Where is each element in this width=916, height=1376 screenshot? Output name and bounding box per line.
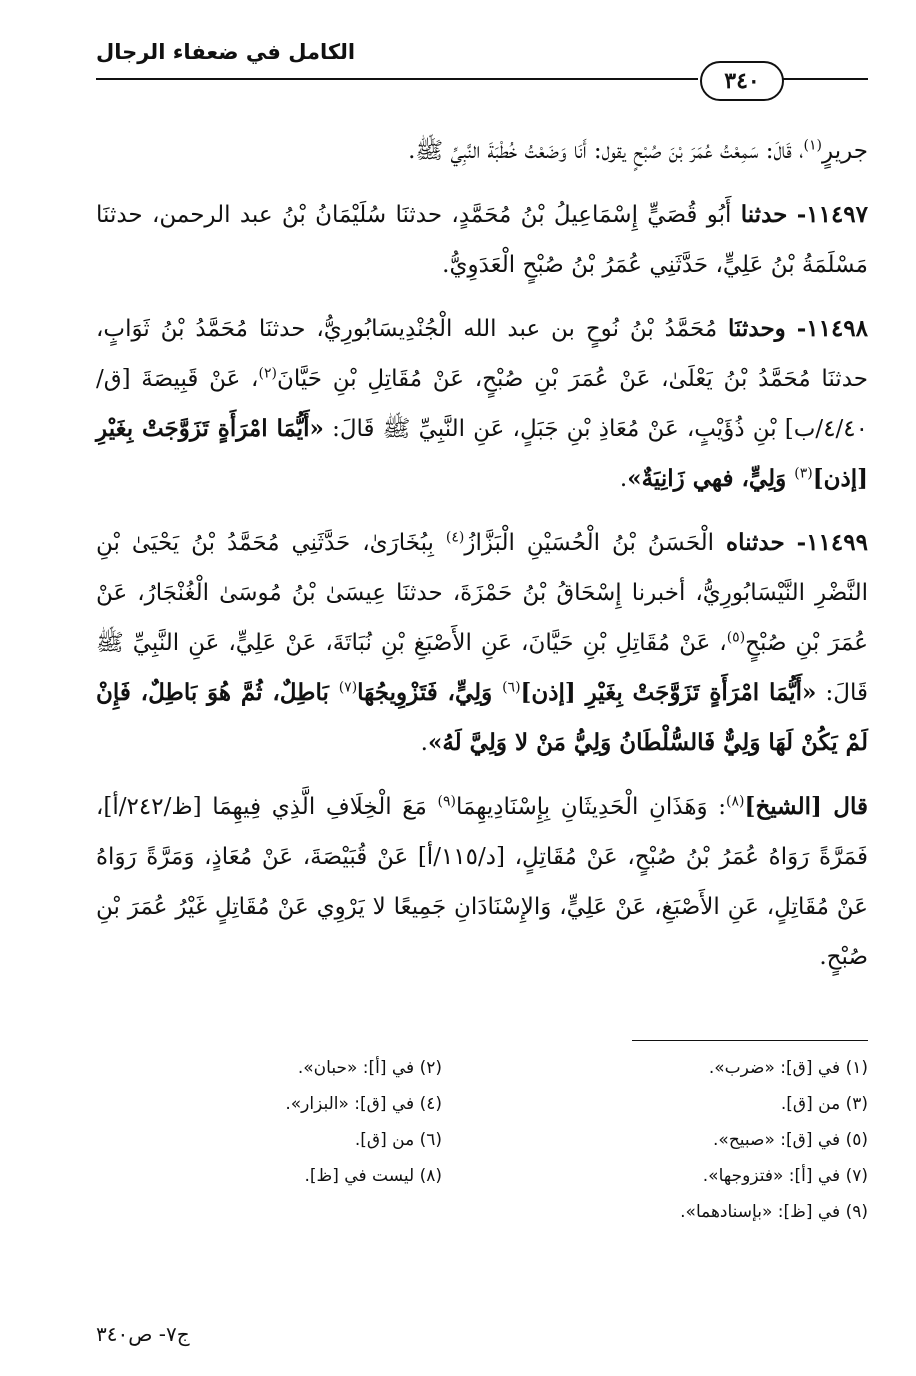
text: أَبُو قُصَيٍّ إِسْمَاعِيلُ بْنُ مُحَمَّدٍ، حدثنَا سُلَيْمَانُ بْنُ عبد الرحمن، حدثنَا مَسْلَمَةُ بْنُ عَلِيٍّ، حَدَّثَنِي عُمَرُ بْنُ صُبْحٍ الْعَدَوِيُّ. [96,202,868,278]
footnote: (١) في [ق]: «ضرب». [708,1058,868,1078]
footnote-marker: (٥) [726,629,746,646]
hadith-1497 [96,190,868,290]
hadith-quote: وَلِيٍّ، فَتَزْوِيجُهَا [357,679,503,706]
hadith-quote: بَاطِلٌ، ثُمَّ هُوَ بَاطِلٌ، فَإِنْ لَمْ يَكُنْ لَهَا وَلِيٌّ فَالسُّلْطَانُ وَلِيُّ مَنْ لا وَلِيَّ لَهُ» [96,679,868,756]
footnote-row [96,1122,868,1158]
text: جريرٍ [822,138,868,164]
text: مَعَ الْخِلَافِ الَّذِي فِيهِمَا [ظ/٢٤٢/أ]، فَمَرَّةً رَوَاهُ عُمَرُ بْنُ صُبْحٍ، عَنْ مُقَاتِلٍ، [د/١١٥/أ] عَنْ قُبَيْصَةَ، عَنْ مُعَاذٍ، وَمَرَّةً رَوَاهُ عَنْ مُقَاتِلٍ، عَنِ الأَصْبَغِ، عَنْ عَلِيٍّ، وَالإِسْنَادَانِ جَمِيعًا لا يَرْوِي عَنْ مُقَاتِلٍ غَيْرُ عُمَرَ بْنِ صُبْحٍ. [96,794,868,970]
text: ، عَنْ قَبِيصَةَ [ق/٤/٤٠/ب] بْنِ ذُؤَيْبٍ، عَنْ مُعَاذِ بْنِ جَبَلٍ، عَنِ النَّبِيِّ ﷺ قَالَ: [96,366,868,442]
footnote-marker: (٨) [726,793,745,810]
footnote-marker: (٧) [338,679,358,696]
hadith-number: ١١٤٩٧- [796,201,869,228]
hadith-quote: «أَيُّمَا امْرَأَةٍ تَزَوَّجَتْ بِغَيْرِ [إذن] [96,415,868,492]
footnote: (٨) ليست في [ظ]. [304,1166,442,1186]
footnote-row [96,1158,868,1194]
paragraph-1 [96,126,868,176]
commentary [96,782,868,982]
text: الْحَسَنُ بْنُ الْحُسَيْنِ الْبَزَّازُ [464,530,727,556]
hadith-1499 [96,518,868,768]
page-number-badge: ٣٤٠ [700,61,784,101]
text: . [619,466,628,492]
header-rule [96,78,698,80]
footnote-marker: (٦) [502,679,521,696]
text: ، قَالَ: سَمِعْتُ عُمَرَ بْنَ صُبْحٍ يقول: أَنَا وَضَعْتُ خُطْبَةَ النَّبِيِّ ﷺ. [408,138,804,164]
text: بِبُخَارَىٰ، حَدَّثَنِي مُحَمَّدُ بْنُ يَحْيَىٰ بْنِ النَّضْرِ النَّيْسَابُورِيُّ، أخبرنا إِسْحَاقُ بْنُ حَمْزَةَ، حدثنَا عِيسَىٰ بْنُ مُوسَىٰ الْغُنْجَارُ، عَنْ عُمَرَ بْنِ صُبْحٍ [96,530,868,656]
footnote [96,1194,482,1230]
footnote-marker: (٤) [445,529,465,546]
hadith-1498 [96,304,868,504]
footnote: (٧) في [أ]: «فتزوجها». [702,1166,868,1186]
footnote-row [96,1086,868,1122]
text: . [420,730,428,756]
footnote: (٢) في [أ]: «حبان». [297,1058,442,1078]
hadith-quote: وَلِيٍّ، فهي زَانِيَةٌ» [627,465,795,492]
running-title: الكامل في ضعفاء الرجال [96,40,356,64]
text: مُحَمَّدُ بْنُ نُوحٍ بن عبد الله الْجُنْدِيسَابُورِيُّ، حدثنَا مُحَمَّدُ بْنُ ثَوَابٍ، حدثنَا مُحَمَّدُ بْنُ يَعْلَىٰ، عَنْ عُمَرَ بْنِ صُبْحٍ، عَنْ مُقَاتِلِ بْنِ حَيَّانَ [96,316,868,392]
text: ، عَنْ مُقَاتِلِ بْنِ حَيَّانَ، عَنِ الأَصْبَغِ بْنِ نُبَاتَةَ، عَنْ عَلِيٍّ، عَنِ النَّبِيِّ ﷺ قَالَ: [96,630,868,706]
hadith-number: ١١٤٩٩- [796,529,868,556]
header-rule-right [782,78,868,80]
hadith-number: ١١٤٩٨- [796,315,869,342]
footnote-separator [632,1040,868,1041]
footnote-marker: (٣) [794,465,813,482]
footnote: (٤) في [ق]: «البزار». [285,1094,442,1114]
footnote-row [96,1194,868,1230]
lead-word: حدثنا [740,201,788,228]
hadith-quote: «أَيُّمَا امْرَأَةٍ تَزَوَّجَتْ بِغَيْرِ [إذن] [520,679,817,706]
volume-page-reference: ج٧- ص٣٤٠ [96,1322,190,1346]
footnotes [96,1050,868,1230]
text: : وَهَذَانِ الْحَدِيثَانِ بِإِسْنَادِيهِمَا [455,794,726,820]
footnote: (٩) في [ظ]: «بإسنادهما». [680,1202,868,1222]
lead-word: حدثناه [726,529,785,556]
footnote: (٥) في [ق]: «صبيح». [713,1130,868,1150]
footnote: (٦) من [ق]. [354,1130,442,1150]
main-text [96,126,868,982]
footnote: (٣) من [ق]. [780,1094,868,1114]
footnote-marker: (٢) [258,365,277,382]
footnote-marker: (٩) [437,793,456,810]
footnote-marker: (١) [803,137,822,154]
footnote-row [96,1050,868,1086]
lead-word: وحدثنَا [728,315,786,342]
lead-word: قال [الشيخ] [744,793,868,820]
